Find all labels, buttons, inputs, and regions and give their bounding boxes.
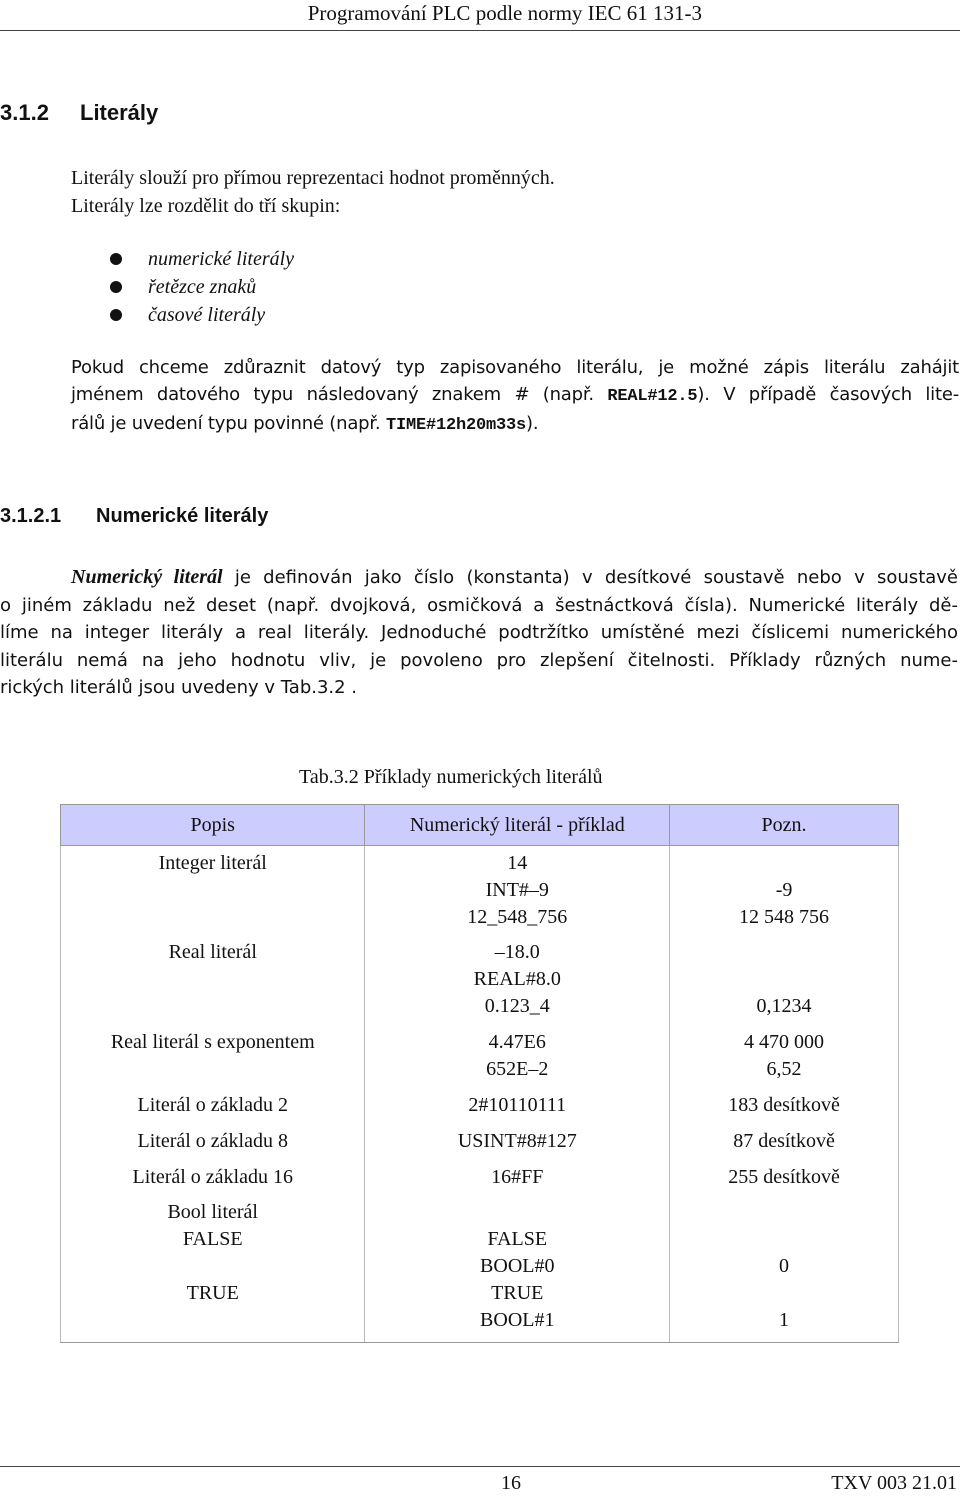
table-body — [61, 846, 899, 1343]
table-cell-popis — [61, 1191, 365, 1343]
cell-line — [670, 966, 898, 993]
list-item: numerické literály — [110, 245, 294, 273]
numeric-literals-paragraph — [0, 564, 958, 702]
table-cell-priklad — [365, 931, 670, 1020]
table-row — [61, 846, 899, 932]
cell-line — [61, 1307, 364, 1334]
bullet-icon — [110, 253, 122, 265]
column-header-priklad: Numerický literál - příklad — [365, 805, 670, 846]
cell-line: USINT#8#127 — [457, 1130, 577, 1152]
code-real-example: REAL#12.5 — [607, 387, 698, 406]
table-cell-priklad — [365, 1155, 670, 1191]
cell-line: 1 — [779, 1309, 790, 1331]
table-cell-priklad — [365, 1119, 670, 1155]
datatype-paragraph — [71, 354, 959, 439]
cell-line — [61, 904, 364, 931]
cell-line: 255 desítkově — [728, 1166, 840, 1188]
bullet-icon — [110, 281, 122, 293]
cell-line: 0 — [779, 1255, 790, 1277]
header-title: Programování PLC podle normy IEC 61 131-3 — [307, 1, 702, 25]
paragraph-line: Numerický literál je definován jako číslo (konstanta) v desítkové soustavě nebo v soustavě — [71, 566, 959, 588]
page-number: 16 — [501, 1472, 521, 1494]
cell-line: FALSE — [182, 1228, 243, 1250]
cell-line — [670, 939, 898, 966]
subsection-number: 3.1.2.1 — [0, 505, 62, 527]
cell-line — [670, 1226, 898, 1253]
cell-line — [61, 966, 364, 993]
table-cell-priklad — [365, 846, 670, 932]
cell-line — [670, 1280, 898, 1307]
cell-line: REAL#8.0 — [473, 968, 561, 990]
table-caption: Tab.3.2 Příklady numerických literálů — [299, 766, 603, 788]
bullet-icon — [110, 309, 122, 321]
intro-line-2: Literály lze rozdělit do tří skupin: — [71, 195, 341, 217]
cell-line — [670, 850, 898, 877]
code-time-example: TIME#12h20m33s — [385, 416, 527, 435]
cell-line: Bool literál — [167, 1201, 258, 1223]
cell-line — [61, 877, 364, 904]
subsection-title: Numerické literály — [96, 505, 269, 527]
cell-line — [61, 1253, 364, 1280]
column-header-popis: Popis — [61, 805, 365, 846]
cell-line: 4 470 000 — [744, 1031, 825, 1053]
cell-line: 12 548 756 — [739, 906, 830, 928]
cell-line: TRUE — [491, 1282, 544, 1304]
paragraph-line: rických literálů jsou uvedeny v Tab.3.2 . — [0, 677, 358, 698]
cell-line: 87 desítkově — [733, 1130, 835, 1152]
cell-line: Integer literál — [158, 852, 267, 874]
cell-line: TRUE — [186, 1282, 239, 1304]
table-row — [61, 1020, 899, 1083]
subsection-heading — [0, 505, 268, 528]
table-row — [61, 1155, 899, 1191]
cell-line: 652E–2 — [486, 1058, 549, 1080]
cell-line: –18.0 — [494, 941, 540, 963]
table-header-row — [61, 805, 899, 846]
table-cell-pozn — [670, 1119, 899, 1155]
cell-line: 12_548_756 — [467, 906, 568, 928]
cell-line — [670, 1199, 898, 1226]
section-number: 3.1.2 — [0, 100, 49, 125]
cell-line: Literál o základu 8 — [137, 1130, 288, 1152]
table-cell-priklad — [365, 1191, 670, 1343]
cell-line: 2#10110111 — [468, 1094, 567, 1116]
table-cell-pozn — [670, 1155, 899, 1191]
list-item: řetězce znaků — [110, 273, 294, 301]
table-cell-pozn — [670, 1083, 899, 1119]
table-cell-popis — [61, 846, 365, 932]
table-cell-popis — [61, 1155, 365, 1191]
intro-paragraph — [71, 164, 951, 220]
paragraph-line: jménem datového typu následovaný znakem # (např. REAL#12.5). V případě časových lite- — [71, 384, 959, 406]
table-cell-pozn — [670, 846, 899, 932]
cell-line: INT#–9 — [485, 879, 549, 901]
cell-line: 6,52 — [766, 1058, 802, 1080]
paragraph-line: líme na integer literály a real literály. Jednoduché podtržítko umístěné mezi číslicemi numerického — [0, 622, 958, 643]
paragraph-line: literálu nemá na jeho hodnotu vliv, je povoleno pro zlepšení čitelnosti. Příklady různých nume- — [0, 649, 958, 671]
list-item: časové literály — [110, 301, 294, 329]
table-cell-popis — [61, 1020, 365, 1083]
numeric-literals-table — [60, 804, 899, 1343]
header-rule — [0, 30, 960, 31]
cell-line — [365, 1199, 669, 1226]
emphasized-term: Numerický literál — [71, 566, 223, 588]
cell-line: BOOL#0 — [480, 1255, 555, 1277]
table-cell-popis — [61, 1119, 365, 1155]
paragraph-line: rálů je uvedení typu povinné (např. TIME#12h20m33s). — [71, 413, 539, 435]
paragraph-line: o jiném základu než deset (např. dvojková, osmičková a šestnáctková čísla). Numerické literály dě- — [0, 594, 958, 616]
section-heading — [0, 100, 158, 126]
section-title: Literály — [80, 100, 159, 125]
table-row — [61, 1119, 899, 1155]
table-row — [61, 931, 899, 1020]
cell-line: Real literál s exponentem — [110, 1031, 315, 1053]
table-cell-priklad — [365, 1083, 670, 1119]
cell-line — [61, 1056, 364, 1083]
table-cell-pozn — [670, 1191, 899, 1343]
document-code: TXV 003 21.01 — [831, 1472, 957, 1494]
table-row — [61, 1191, 899, 1343]
cell-line: 0.123_4 — [484, 995, 550, 1017]
table-cell-popis — [61, 1083, 365, 1119]
cell-line: 14 — [507, 852, 528, 874]
cell-line: Literál o základu 16 — [132, 1166, 293, 1188]
table-cell-pozn — [670, 1020, 899, 1083]
intro-line-1: Literály slouží pro přímou reprezentaci hodnot proměnných. — [71, 167, 555, 189]
cell-line: FALSE — [487, 1228, 548, 1250]
table-row — [61, 1083, 899, 1119]
literal-groups-list — [110, 245, 294, 329]
paragraph-line: Pokud chceme zdůraznit datový typ zapisovaného literálu, je možné zápis literálu zahájit — [71, 357, 959, 378]
table-cell-popis — [61, 931, 365, 1020]
cell-line: Literál o základu 2 — [137, 1094, 288, 1116]
cell-line — [61, 993, 364, 1020]
cell-line: BOOL#1 — [480, 1309, 555, 1331]
cell-line: Real literál — [168, 941, 257, 963]
cell-line: 0,1234 — [756, 995, 812, 1017]
footer-rule — [0, 1466, 960, 1467]
table-cell-priklad — [365, 1020, 670, 1083]
cell-line: 16#FF — [491, 1166, 544, 1188]
column-header-pozn: Pozn. — [670, 805, 899, 846]
cell-line: -9 — [775, 879, 793, 901]
cell-line: 183 desítkově — [728, 1094, 840, 1116]
cell-line: 4.47E6 — [488, 1031, 546, 1053]
table-cell-pozn — [670, 931, 899, 1020]
